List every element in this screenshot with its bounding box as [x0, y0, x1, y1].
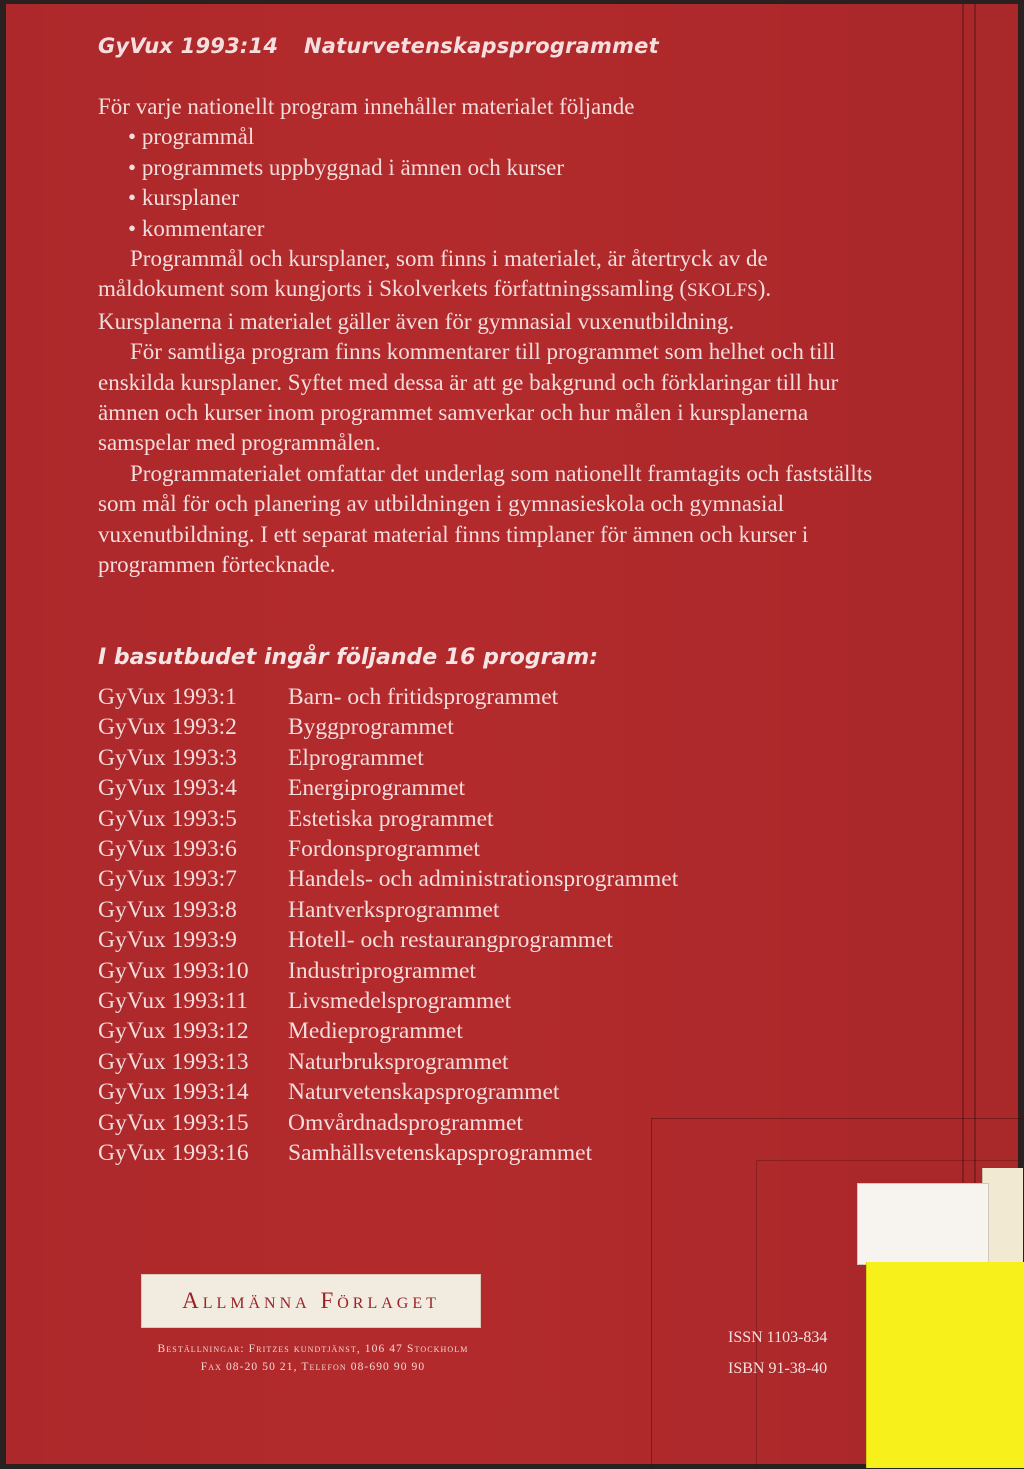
- program-code: GyVux 1993:5: [98, 805, 237, 832]
- program-code: GyVux 1993:7: [98, 866, 237, 893]
- program-row: [98, 804, 798, 834]
- program-row: [98, 1016, 798, 1046]
- order-address: Beställningar: Fritzes kundtjänst, 106 47 Stockholm: [157, 1343, 469, 1355]
- program-code: GyVux 1993:1: [98, 684, 237, 710]
- program-name: Omvårdnadsprogrammet: [288, 1109, 523, 1136]
- program-row: [98, 925, 798, 955]
- cover-header: [98, 34, 659, 58]
- program-row: [98, 743, 798, 773]
- program-code: GyVux 1993:14: [98, 1079, 249, 1106]
- program-list-heading: I basutbudet ingår följande 16 program:: [98, 645, 599, 670]
- contents-item: • programmets uppbyggnad i ämnen och kurser: [128, 153, 888, 183]
- program-row: [98, 773, 798, 803]
- intro-text: [98, 92, 888, 581]
- program-row: [98, 712, 798, 742]
- contents-item: • kursplaner: [128, 183, 888, 213]
- program-code: GyVux 1993:3: [98, 744, 237, 771]
- intro-paragraph-1: Programmål och kursplaner, som finns i materialet, är återtryck av de måldokument som kungjorts i Skolverkets författningssamling (SKOLFS). Kursplanerna i materialet gäller även för gymnasial vuxenutbildning.: [98, 246, 772, 334]
- program-row: [98, 834, 798, 864]
- program-code: GyVux 1993:13: [98, 1048, 249, 1075]
- program-row: [98, 1077, 798, 1107]
- program-row: [98, 682, 798, 712]
- isbn-number: ISBN 91-38-40: [728, 1360, 828, 1377]
- program-row: [98, 956, 798, 986]
- contents-item: • programmål: [128, 122, 888, 152]
- library-sticker: [866, 1262, 1024, 1468]
- program-name: Energiprogrammet: [288, 775, 466, 802]
- program-name: Samhällsvetenskapsprogrammet: [288, 1140, 593, 1167]
- program-row: [98, 1047, 798, 1077]
- program-title: Naturvetenskapsprogrammet: [304, 34, 659, 58]
- program-code: GyVux 1993:2: [98, 714, 237, 741]
- program-name: Hotell- och restaurangprogrammet: [288, 927, 613, 954]
- skolfs-abbreviation: SKOLFS: [687, 280, 758, 302]
- library-label: [857, 1183, 989, 1265]
- program-code: GyVux 1993:12: [98, 1018, 249, 1045]
- identifiers: [728, 1322, 827, 1384]
- program-name: Naturvetenskapsprogrammet: [288, 1079, 560, 1106]
- program-name: Fordonsprogrammet: [288, 836, 480, 863]
- program-name: Livsmedelsprogrammet: [288, 988, 512, 1015]
- program-name: Barn- och fritidsprogrammet: [288, 684, 559, 710]
- program-code: GyVux 1993:10: [98, 957, 249, 984]
- contents-item: • kommentarer: [128, 214, 888, 244]
- intro-lead: För varje nationellt program innehåller materialet följande: [98, 94, 635, 119]
- program-code: GyVux 1993:16: [98, 1140, 249, 1167]
- program-row: [98, 986, 798, 1016]
- program-row: [98, 895, 798, 925]
- program-row: [98, 864, 798, 894]
- program-name: Handels- och administrationsprogrammet: [288, 866, 679, 893]
- program-name: Naturbruksprogrammet: [288, 1048, 509, 1075]
- program-name: Hantverksprogrammet: [288, 896, 500, 923]
- order-phone: Fax 08-20 50 21, Telefon 08-690 90 90: [200, 1361, 426, 1373]
- program-code: GyVux 1993:15: [98, 1109, 249, 1136]
- program-name: Medieprogrammet: [288, 1018, 463, 1045]
- program-name: Estetiska programmet: [288, 805, 494, 832]
- program-name: Byggprogrammet: [288, 714, 454, 741]
- program-code: GyVux 1993:8: [98, 896, 237, 923]
- issn-number: ISSN 1103-834: [728, 1329, 828, 1346]
- order-info: [98, 1340, 528, 1376]
- intro-paragraph-3: Programmaterialet omfattar det underlag som nationellt framtagits och fastställts som mål för och planering av utbildningen i gymnasieskola och gymnasial vuxenutbildning. I ett separat material finns timplaner för ämnen och kurser i programmen förtecknade.: [98, 460, 873, 578]
- program-code: GyVux 1993:9: [98, 927, 237, 954]
- program-name: Elprogrammet: [288, 744, 424, 771]
- series-number: GyVux 1993:14: [98, 34, 279, 58]
- program-name: Industriprogrammet: [288, 957, 476, 984]
- program-code: GyVux 1993:4: [98, 775, 237, 802]
- publisher-logo: Allmänna Förlaget: [141, 1274, 481, 1328]
- program-code: GyVux 1993:6: [98, 836, 237, 863]
- program-code: GyVux 1993:11: [98, 988, 248, 1015]
- contents-list: [98, 122, 888, 244]
- intro-paragraph-2: För samtliga program finns kommentarer till programmet som helhet och till enskilda kursplaner. Syftet med dessa är att ge bakgrund och förklaringar till hur ämnen och kurser inom programmet samverkar och hur målen i kursplanerna samspelar med programmålen.: [98, 339, 839, 456]
- program-list: [98, 682, 798, 1169]
